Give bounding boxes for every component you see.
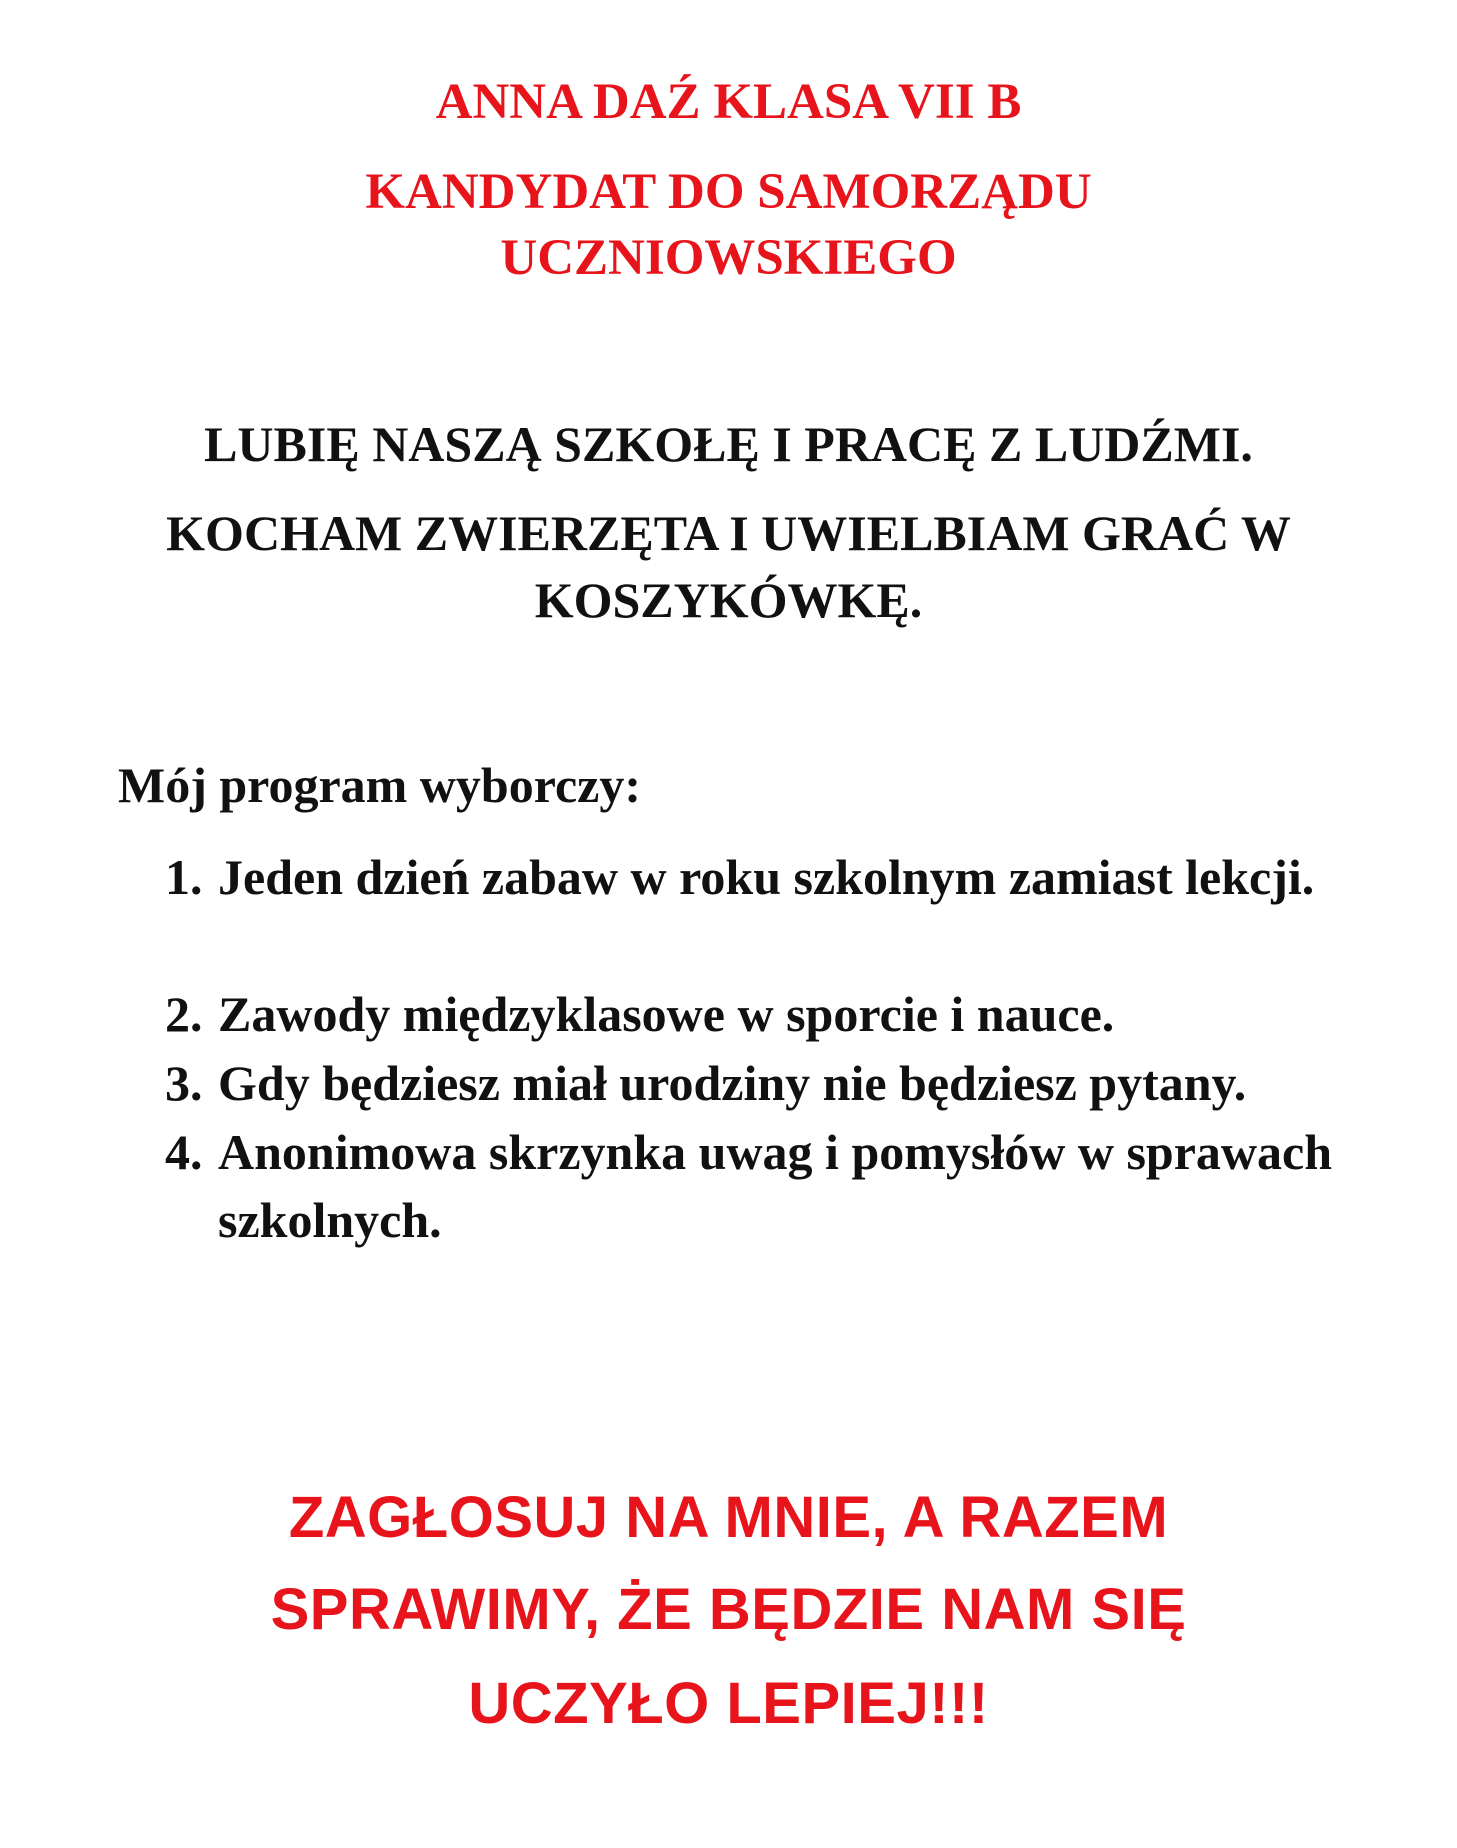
program-item-3	[165, 1049, 1405, 1117]
call-to-action-line-2: SPRAWIMY, ŻE BĘDZIE NAM SIĘ	[270, 1577, 1187, 1642]
program-heading: Mój program wyborczy:	[118, 757, 642, 813]
candidate-name-heading: ANNA DAŹ KLASA VII B	[435, 74, 1022, 130]
program-item-text: Zawody międzyklasowe w sporcie i nauce.	[218, 986, 1115, 1042]
intro-line-1: LUBIĘ NASZĄ SZKOŁĘ I PRACĘ Z LUDŹMI.	[204, 416, 1253, 472]
program-item-text: Anonimowa skrzynka uwag i pomysłów w sprawach szkolnych.	[218, 1124, 1333, 1248]
program-item-number: 2.	[165, 986, 203, 1042]
call-to-action-line-1: ZAGŁOSUJ NA MNIE, A RAZEM	[288, 1485, 1169, 1550]
program-item-number: 3.	[165, 1055, 203, 1111]
candidate-role-heading-line-1: KANDYDAT DO SAMORZĄDU	[365, 164, 1092, 220]
candidate-role-heading-line-2: UCZNIOWSKIEGO	[500, 230, 957, 286]
program-item-2	[165, 980, 1405, 1048]
program-item-number: 1.	[165, 849, 203, 905]
program-item-text: Gdy będziesz miał urodziny nie będziesz pytany.	[218, 1055, 1247, 1111]
program-item-text: Jeden dzień zabaw w roku szkolnym zamiast lekcji.	[218, 849, 1315, 905]
call-to-action-line-3: UCZYŁO LEPIEJ!!!	[468, 1671, 989, 1736]
intro-line-3: KOSZYKÓWKĘ.	[534, 572, 923, 628]
program-item-number: 4.	[165, 1124, 203, 1180]
program-item-1	[165, 843, 1405, 911]
program-item-4	[165, 1118, 1405, 1254]
intro-line-2: KOCHAM ZWIERZĘTA I UWIELBIAM GRAĆ W	[166, 505, 1291, 561]
